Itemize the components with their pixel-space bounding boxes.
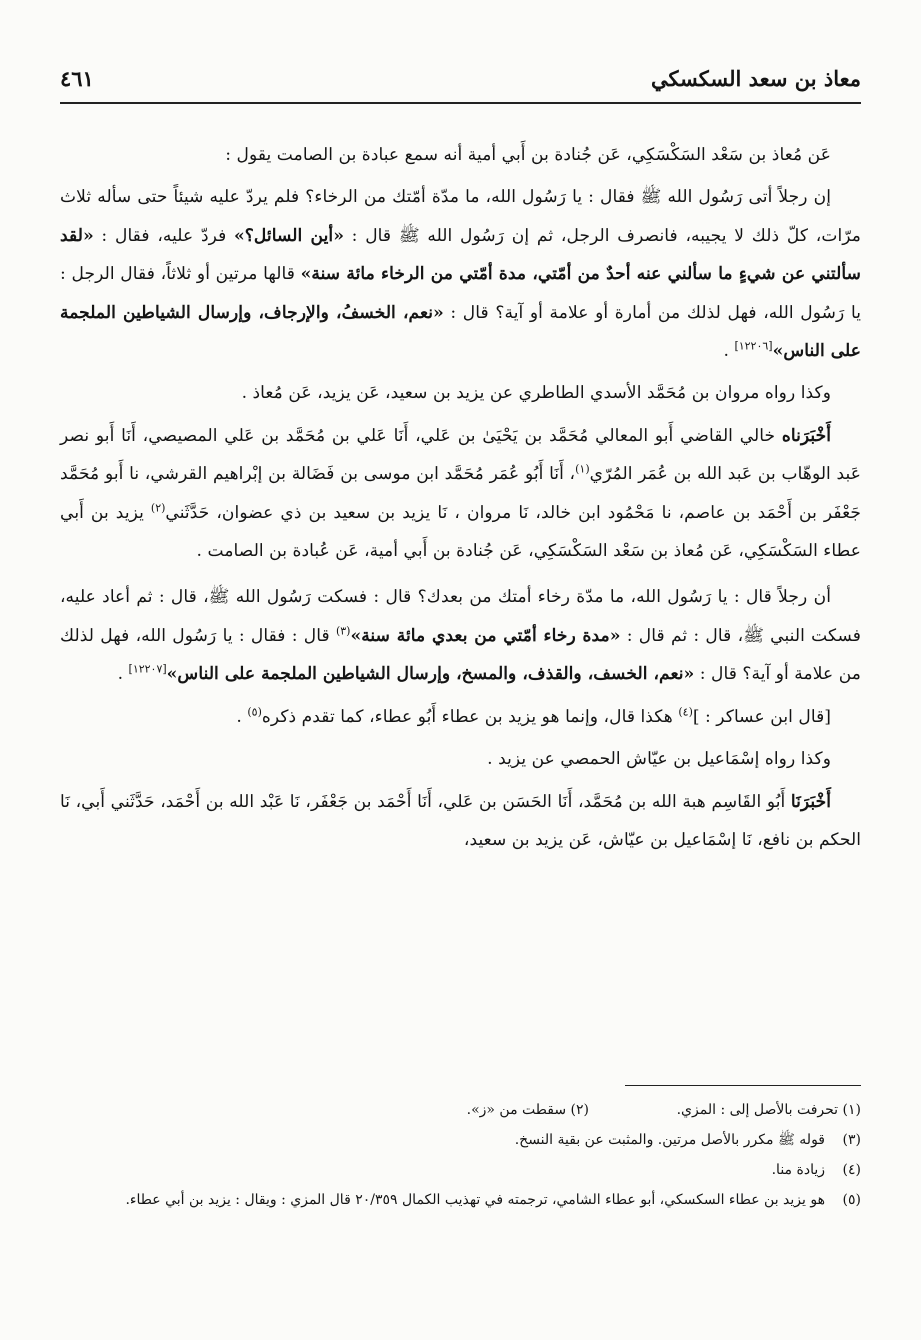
narrative-text: هكذا قال، وإنما هو يزيد بن عطاء أَبُو عطاء، كما تقدم ذكره — [261, 706, 679, 727]
narrative-text: قال : فقال : يا رَسُول الله، فهل لذلك من علامة أو آية؟ قال : — [60, 625, 861, 685]
footnote-text: قوله ﷺ مكرر بالأصل مرتين. والمثبت عن بقية النسخ. — [514, 1132, 825, 1148]
hadith-number-ref: [١٢٢٠٦] — [734, 339, 773, 353]
footnote-marker[interactable]: (٤) — [678, 704, 693, 718]
page-header — [60, 58, 861, 104]
paragraph-hadith-2 — [60, 578, 861, 693]
paragraph-isnad-3 — [60, 783, 861, 860]
quote-bold: «نعم، الخسف، والقذف، والمسخ، وإرسال الشياطين الملجمة على الناس» — [166, 664, 695, 685]
quote-bold: «مدة رخاء أمّتي من بعدي مائة سنة» — [350, 625, 621, 646]
footnote-text: سقطت من «ز». — [466, 1102, 567, 1118]
narrative-text: قالها مرتين أو ثلاثاً، فقال الرجل : يا رَسُول الله، فهل لذلك من أمارة أو علامة أو آية؟ قال : — [60, 264, 861, 323]
narrative-text: فردّ عليه، فقال : — [93, 225, 235, 246]
footnote-text: هو يزيد بن عطاء السكسكي، أبو عطاء الشامي، ترجمته في تهذيب الكمال ٢٠/٣٥٩ قال المزي : ويقال : يزيد بن أبي عطاء. — [125, 1192, 825, 1208]
narrative-text: أَبُو القَاسِم هبة الله بن مُحَمَّد، أَنَا الحَسَن بن عَلي، أَنَا أَحْمَد بن جَعْفَر، نَا عَبْد الله بن أَحْمَد، حَدَّثَني أَبي، نَا الحكم بن نافع، نَا إسْمَاعيل بن عيّاش، عَن يزيد بن سعيد، — [60, 791, 861, 850]
punctuation: . — [236, 706, 248, 727]
footnote-number: (١) — [842, 1102, 861, 1118]
quote-bold: «لقد سألتني عن شيءٍ ما سألني عنه أحدٌ من أمّتي، مدة أمّتي من الرخاء مائة سنة» — [60, 225, 861, 285]
footnote-marker[interactable]: (٢) — [150, 500, 166, 514]
footnotes — [60, 1096, 861, 1214]
paragraph-text: وكذا رواه مروان بن مُحَمَّد الأسدي الطاطري عن يزيد بن سعيد، عَن يزيد، عَن مُعاذ . — [241, 383, 831, 404]
footnote-number: (٢) — [570, 1102, 589, 1118]
footnote-row — [60, 1096, 861, 1124]
footnote-marker[interactable]: (٥) — [247, 704, 262, 718]
narrative-text: [قال ابن عساكر : ] — [692, 706, 831, 727]
narrative-text: إن رجلاً أتى رَسُول الله ﷺ فقال : يا رَسُول الله، ما مدّة أمّتك من الرخاء؟ فلم يردّ عليه شيئاً حتى سأله ثلاث مرّات، كلّ ذلك لا يجيبه، فانصرف الرجل، ثم إن رَسُول الله ﷺ قال : — [60, 187, 861, 246]
footnote-1 — [589, 1096, 861, 1124]
hadith-number-ref: [١٢٢٠٧] — [128, 662, 167, 676]
paragraph-hadith-1 — [60, 178, 861, 370]
paragraph-ibn-asakir-note — [60, 698, 861, 736]
narrative-text: ، أَنَا أَبُو عُمَر مُحَمَّد ابن موسى بن فَضَالة بن إبْراهيم القرشي، نا أَبو مُحَمَّد جَعْفَر بن أَحْمَد بن عاصم، نا مَحْمُود ابن خالد، نَا مروان ، نَا يزيد بن سعيد بن ذي عضوان، حَدَّثَني — [60, 464, 861, 523]
footnote-marker[interactable]: (١) — [575, 462, 590, 476]
footnote-3 — [60, 1126, 861, 1154]
footnote-number: (٤) — [842, 1162, 861, 1178]
narrative-text: أن رجلاً قال : يا رَسُول الله، ما مدّة رخاء أمتك من بعدك؟ قال : فسكت رَسُول الله ﷺ، قال : ثم أعاد عليه، فسكت النبي ﷺ، قال : ثم قال : — [60, 587, 861, 646]
footnote-marker[interactable]: (٣) — [335, 624, 351, 638]
footnote-text: تحرفت بالأصل إلى : المزي. — [676, 1102, 839, 1118]
footnote-divider — [625, 1085, 861, 1086]
paragraph-isnad-1 — [60, 136, 861, 174]
paragraph-isnad-2 — [60, 417, 861, 571]
footnote-5 — [60, 1186, 861, 1214]
footnote-4 — [60, 1156, 861, 1184]
footnote-number: (٥) — [842, 1192, 861, 1208]
narrative-text: يزيد بن أَبي عطاء السَكْسَكِي، عَن مُعاذ بن سَعْد السَكْسَكِي، عَن جُنادة بن أَبي أمية، عَن عُبادة بن الصامت . — [60, 502, 861, 562]
paragraph-text: وكذا رواه إسْمَاعيل بن عيّاش الحمصي عن يزيد . — [487, 749, 831, 770]
footnote-number: (٣) — [842, 1132, 861, 1148]
running-title: معاذ بن سعد السكسكي — [650, 66, 861, 91]
punctuation: . — [723, 341, 735, 362]
punctuation: . — [117, 664, 129, 685]
akhbarana-keyword: أَخْبَرَنَا — [790, 791, 831, 812]
main-text — [60, 136, 861, 863]
paragraph-text: عَن مُعاذ بن سَعْد السَكْسَكِي، عَن جُنادة بن أَبي أمية أنه سمع عبادة بن الصامت يقول : — [225, 145, 831, 165]
page-number: ٤٦١ — [60, 66, 94, 91]
quote-bold: «نعم، الخسفُ، والإرجاف، وإرسال الشياطين الملجمة على الناس» — [60, 302, 861, 362]
footnote-text: زيادة منا. — [771, 1162, 825, 1178]
paragraph-riwaya-2 — [60, 740, 861, 778]
paragraph-riwaya-1 — [60, 374, 861, 412]
narrative-text: خالي القاضي أَبو المعالي مُحَمَّد بن يَحْيَىٰ بن عَلي، أَنَا عَلي بن مُحَمَّد بن عَلي المصيصي، أَنَا أَبو نصر عَبد الوهّاب بن عَبد الله بن عُمَر المُرّي — [60, 425, 861, 485]
akhbarana-keyword: أَخْبَرَناه — [781, 425, 831, 446]
footnote-2 — [317, 1096, 589, 1124]
quote-bold: «أين السائل؟» — [234, 225, 344, 246]
